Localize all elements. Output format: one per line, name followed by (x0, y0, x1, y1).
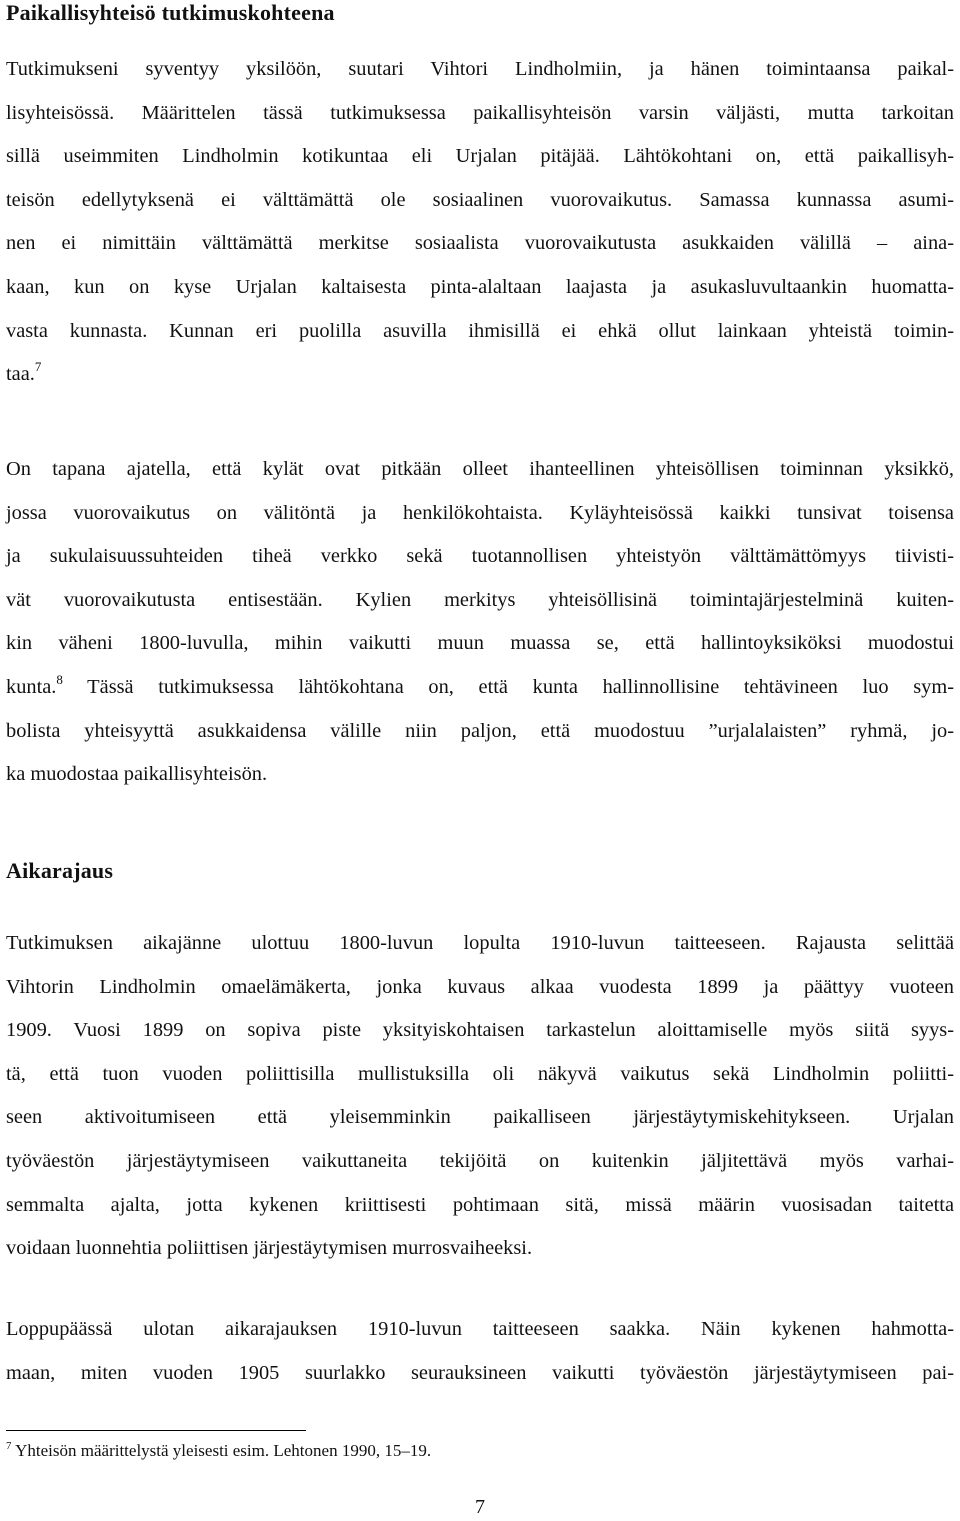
text-line: Tutkimuksen aikajänne ulottuu 1800-luvun lopulta 1910-luvun taitteeseen. Rajausta selittää (6, 932, 954, 954)
text-line: jossa vuorovaikutus on välitöntä ja henkilökohtaista. Kyläyhteisössä kaikki tunsivat toisensa (6, 501, 954, 524)
text-line: 1909. Vuosi 1899 on sopiva piste yksityiskohtaisen tarkastelun aloittamiselle myös siitä syys- (6, 1019, 954, 1042)
footnote-separator (6, 1430, 306, 1431)
text-line: maan, miten vuoden 1905 suurlakko seurauksineen vaikutti työväestön järjestäytymiseen pai- (6, 1361, 954, 1384)
text-line: bolista yhteisyyttä asukkaidensa välille niin paljon, että muodostuu ”urjalalaisten” ryhmä, jo- (6, 719, 954, 742)
footnote-text: Yhteisön määrittelystä yleisesti esim. Lehtonen 1990, 15–19. (11, 1441, 432, 1460)
text-line: teisön edellytyksenä ei välttämättä ole sosiaalinen vuorovaikutus. Samassa kunnassa asumi- (6, 188, 954, 211)
footnote-7 (6, 1440, 431, 1462)
text-line: Loppupäässä ulotan aikarajauksen 1910-luvun taitteeseen saakka. Näin kykenen hahmotta- (6, 1318, 954, 1340)
text-line: vasta kunnasta. Kunnan eri puolilla asuvilla ihmisillä ei ehkä ollut lainkaan yhteistä toimin- (6, 319, 954, 342)
page-number: 7 (475, 1496, 485, 1518)
paragraph-1 (6, 48, 954, 397)
text-line: nen ei nimittäin välttämättä merkitse sosiaalista vuorovaikutusta asukkaiden välillä – aina- (6, 232, 954, 255)
text-line: sillä useimmiten Lindholmin kotikuntaa eli Urjalan pitäjää. Lähtökohtani on, että paikallisyh- (6, 145, 954, 168)
text-line: vät vuorovaikutusta entisestään. Kylien merkitys yhteisöllisinä toimintajärjestelminä kuiten- (6, 588, 954, 611)
text-line: Tutkimukseni syventyy yksilöön, suutari Vihtori Lindholmiin, ja hänen toimintaansa paikal- (6, 58, 954, 80)
text-line: seen aktivoitumiseen että yleisemminkin paikalliseen järjestäytymiskehitykseen. Urjalan (6, 1106, 954, 1129)
text-line (6, 353, 954, 397)
text-line: lisyhteisössä. Määrittelen tässä tutkimuksessa paikallisyhteisön varsin väljästi, mutta tarkoitan (6, 101, 954, 124)
section-heading-aikarajaus: Aikarajaus (6, 858, 114, 883)
footnote-ref-7[interactable]: 7 (34, 359, 42, 375)
text-line: tä, että tuon vuoden poliittisilla mullistuksilla oli näkyvä vaikutus sekä Lindholmin poliitti- (6, 1062, 954, 1085)
footnote-number: 7 (6, 1440, 12, 1452)
text-line: kaan, kun on kyse Urjalan kaltaisesta pinta-alaltaan laajasta ja asukasluvultaankin huomatta- (6, 275, 954, 298)
section-heading-paikallisyhteiso: Paikallisyhteisö tutkimuskohteena (6, 0, 335, 25)
text-line: kin väheni 1800-luvulla, mihin vaikutti muun muassa se, että hallintoyksiköksi muodostui (6, 632, 954, 655)
text-line: ka muodostaa paikallisyhteisön. (6, 763, 268, 786)
footnote-ref-8[interactable]: 8 (56, 671, 63, 687)
paragraph-3 (6, 922, 954, 1271)
text-fragment: Tässä tutkimuksessa lähtökohtana on, että kunta hallinnollisine tehtävineen luo sym- (62, 675, 954, 698)
paragraph-2 (6, 448, 954, 797)
text-line: On tapana ajatella, että kylät ovat pitkään olleet ihanteellinen yhteisöllisen toiminnan yksikkö, (6, 458, 954, 480)
text-line (6, 666, 954, 710)
paragraph-4 (6, 1308, 954, 1395)
text-line: Vihtorin Lindholmin omaelämäkerta, jonka kuvaus alkaa vuodesta 1899 ja päättyy vuoteen (6, 975, 954, 998)
text-line: voidaan luonnehtia poliittisen järjestäytymisen murrosvaiheeksi. (6, 1237, 533, 1260)
text-fragment: kunta. (6, 675, 57, 698)
text-line: ja sukulaisuussuhteiden tiheä verkko sekä tuotannollisen yhteistyön välttämättömyys tiivisti- (6, 545, 954, 568)
text-line: työväestön järjestäytymiseen vaikuttaneita tekijöitä on kuitenkin jäljitettävä myös varhai- (6, 1149, 954, 1172)
text-line: semmalta ajalta, jotta kykenen kriittisesti pohtimaan sitä, missä määrin vuosisadan taitetta (6, 1193, 954, 1216)
text-fragment: taa. (6, 363, 35, 386)
